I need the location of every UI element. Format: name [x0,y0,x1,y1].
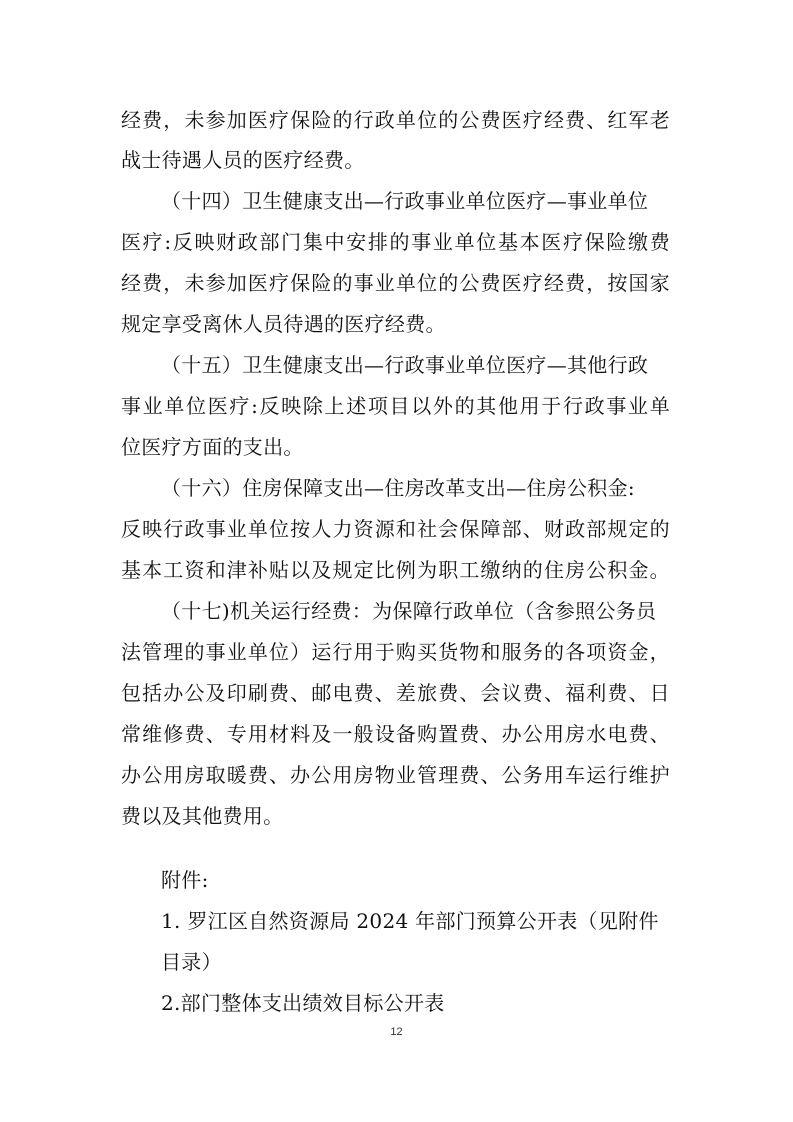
attachment-item-1: 1. 罗江区自然资源局 2024 年部门预算公开表（见附件 [161,909,659,933]
body-text-line: 经费，未参加医疗保险的事业单位的公费医疗经费，按国家 [121,271,670,295]
attachments-heading: 附件: [161,868,209,892]
attachment-item-1-continued: 目录） [161,950,222,974]
body-text-line: 反映行政事业单位按人力资源和社会保障部、财政部规定的 [121,517,670,541]
section-heading-16: （十六）住房保障支出—住房改革支出—住房公积金: [161,476,635,500]
body-text-line: 经费，未参加医疗保险的行政单位的公费医疗经费、红军老 [121,108,670,132]
body-text-line: 基本工资和津补贴以及规定比例为职工缴纳的住房公积金。 [121,558,670,582]
body-text-line: 费以及其他费用。 [121,804,284,828]
body-text-line: 医疗:反映财政部门集中安排的事业单位基本医疗保险缴费 [121,230,670,254]
page-number: 12 [390,1026,403,1038]
body-text-line: 法管理的事业单位）运行用于购买货物和服务的各项资金， [121,640,670,664]
body-text-line: 包括办公及印刷费、邮电费、差旅费、会议费、福利费、日 [121,681,670,705]
body-text-line: 办公用房取暖费、办公用房物业管理费、公务用车运行维护 [121,763,670,787]
section-heading-17: （十七)机关运行经费：为保障行政单位（含参照公务员 [161,599,657,623]
body-text-line: 规定享受离休人员待遇的医疗经费。 [121,312,446,336]
section-heading-15: （十五）卫生健康支出—行政事业单位医疗—其他行政 [161,353,649,377]
body-text-line: 位医疗方面的支出。 [121,435,304,459]
attachment-item-2: 2.部门整体支出绩效目标公开表 [161,991,445,1015]
body-text-line: 战士待遇人员的医疗经费。 [121,148,365,172]
body-text-line: 常维修费、专用材料及一般设备购置费、办公用房水电费、 [121,722,670,746]
section-heading-14: （十四）卫生健康支出—行政事业单位医疗—事业单位 [161,189,649,213]
body-text-line: 事业单位医疗:反映除上述项目以外的其他用于行政事业单 [121,394,670,418]
